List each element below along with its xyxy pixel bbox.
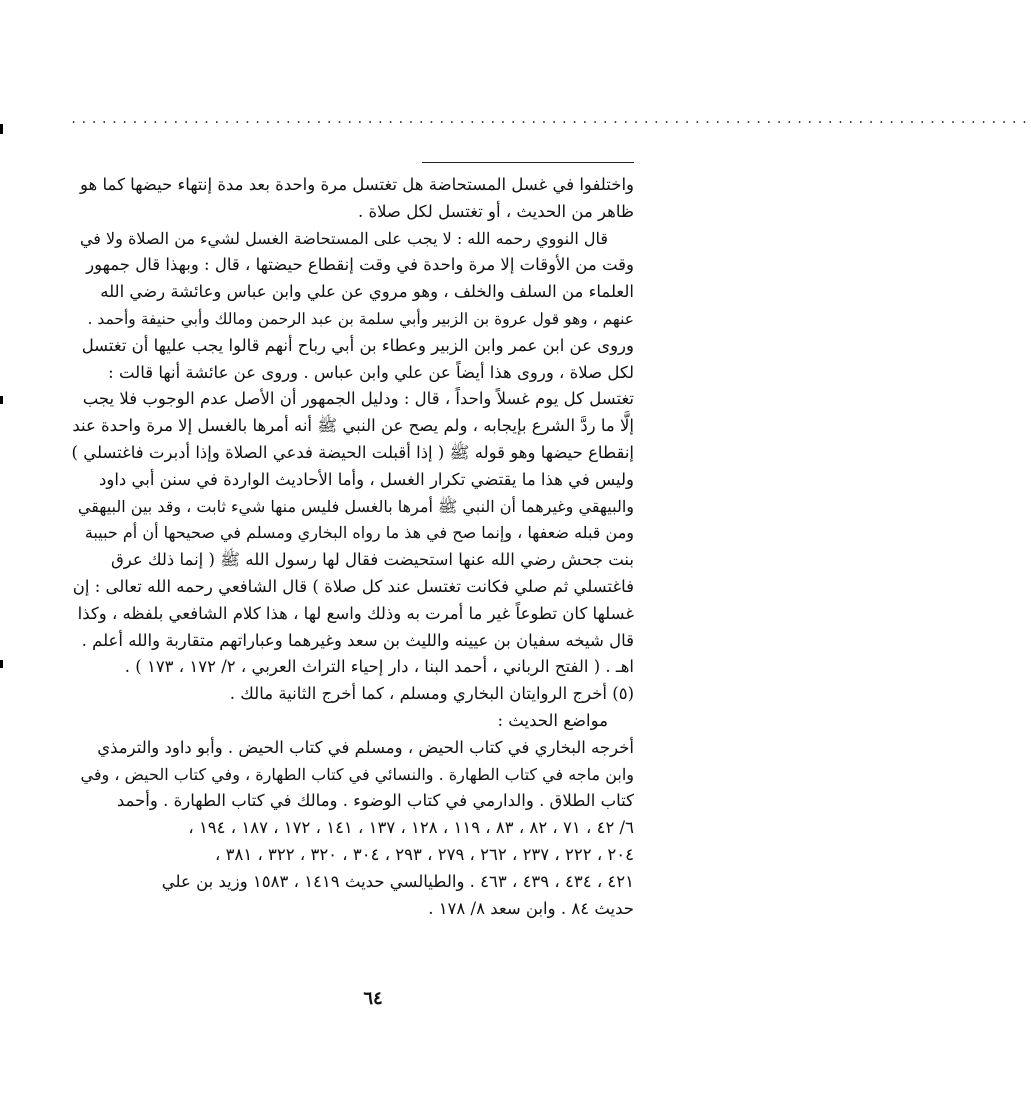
scan-edge-mark: [0, 396, 3, 404]
text-line: وروى عن ابن عمر وابن الزبير وعطاء بن أبي رباح أنهم قالوا يجب عليها أن تغتسل: [81, 335, 634, 355]
scan-edge-mark: [0, 660, 3, 668]
text-line: فاغتسلي ثم صلي فكانت تغتسل عند كل صلاة ) قال الشافعي رحمه الله تعالى : إن: [72, 576, 634, 596]
text-line: ٦/ ٤٢ ، ٧١ ، ٨٢ ، ٨٣ ، ١١٩ ، ١٢٨ ، ١٣٧ ، ١٤١ ، ١٧٢ ، ١٨٧ ، ١٩٤ ،: [188, 818, 634, 838]
text-line: العلماء من السلف والخلف ، وهو مروي عن علي وابن عباس وعائشة رضي الله: [100, 282, 634, 302]
text-line: إنقطاع حيضها وهو قوله ﷺ ( إذا أقبلت الحيضة فدعي الصلاة وإذا أدبرت فاغتسلي ): [71, 442, 634, 462]
section-heading: مواضع الحديث :: [497, 710, 608, 730]
text-line: وقت من الأوقات إلا مرة واحدة في وقت إنقطاع حيضتها ، قال : وبهذا قال جمهور: [86, 255, 634, 275]
text-line: وابن ماجه في كتاب الطهارة . والنسائي في كتاب الطهارة ، وفي كتاب الحيض ، وفي: [80, 764, 634, 784]
text-line: قال النووي رحمه الله : لا يجب على المستحاضة الغسل لشيء من الصلاة ولا في: [79, 228, 608, 248]
text-line: إلَّا ما ردَّ الشرع بإيجابه ، ولم يصح عن النبي ﷺ أنه أمرها بالغسل إلا مرة واحدة عند: [72, 416, 634, 436]
text-line: عنهم ، وهو قول عروة بن الزبير وأبي سلمة بن عبد الرحمن ومالك وأبي حنيفة وأحمد .: [87, 309, 634, 328]
text-line: واختلفوا في غسل المستحاضة هل تغتسل مرة واحدة بعد مدة إنتهاء حيضها كما هو: [80, 175, 634, 194]
text-line: أخرجه البخاري في كتاب الحيض ، ومسلم في كتاب الحيض . وأبو داود والترمذي: [97, 737, 634, 757]
text-line: اهـ . ( الفتح الرباني ، أحمد البنا ، دار إحياء التراث العربي ، ٢/ ١٧٢ ، ١٧٣ ) .: [124, 657, 634, 677]
footnote-number-line: (٥) أخرج الروايتان البخاري ومسلم ، كما أخرج الثانية مالك .: [229, 684, 634, 704]
text-line: ٤٢١ ، ٤٣٤ ، ٤٣٩ ، ٤٦٣ . والطيالسي حديث ١٤١٩ ، ١٥٨٣ وزيد بن علي: [161, 871, 634, 891]
text-line: ٢٠٤ ، ٢٢٢ ، ٢٣٧ ، ٢٦٢ ، ٢٧٩ ، ٢٩٣ ، ٣٠٤ ، ٣٢٠ ، ٣٢٢ ، ٣٨١ ،: [215, 844, 634, 864]
header-dotted-separator: ..............................................................................................: [70, 112, 1031, 126]
footnote-text-block: [72, 172, 634, 922]
page-number: ٦٤: [363, 988, 383, 1009]
scan-edge-mark: [0, 124, 3, 134]
text-line: تغتسل كل يوم غسلاً واحداً ، قال : ودليل الجمهور أن الأصل عدم الوجوب فلا يجب: [82, 389, 634, 409]
text-line: كتاب الطلاق . والدارمي في كتاب الوضوء . ومالك في كتاب الطهارة . وأحمد: [116, 791, 634, 811]
text-line: ظاهر من الحديث ، أو تغتسل لكل صلاة .: [357, 201, 634, 221]
footnote-rule: [422, 162, 634, 163]
text-line: غسلها كان تطوعاً غير ما أمرت به وذلك واسع لها ، هذا كلام الشافعي بلفظه ، وكذا: [77, 603, 634, 623]
text-line: وليس في هذا ما يقتضي تكرار الغسل ، وأما الأحاديث الواردة في سنن أبي داود: [99, 469, 634, 489]
text-line: لكل صلاة ، وروى هذا أيضاً عن علي وابن عباس . وروى عن عائشة أنها قالت :: [108, 362, 634, 382]
text-line: بنت جحش رضي الله عنها استحيضت فقال لها رسول الله ﷺ ( إنما ذلك عرق: [110, 550, 634, 570]
text-line: حديث ٨٤ . وابن سعد ٨/ ١٧٨ .: [428, 898, 634, 918]
text-line: قال شيخه سفيان بن عيينه والليث بن سعد وغيرهما وعباراتهم متقاربة والله أعلم .: [81, 630, 634, 650]
text-line: ومن قبله ضعفها ، وإنما صح في هذ ما رواه البخاري ومسلم في صحيحها أن أم حبيبة: [84, 523, 634, 543]
text-line: والبيهقي وغيرهما أن النبي ﷺ أمرها بالغسل فليس منها شيء ثابت ، وقد بين البيهقي: [77, 496, 634, 516]
